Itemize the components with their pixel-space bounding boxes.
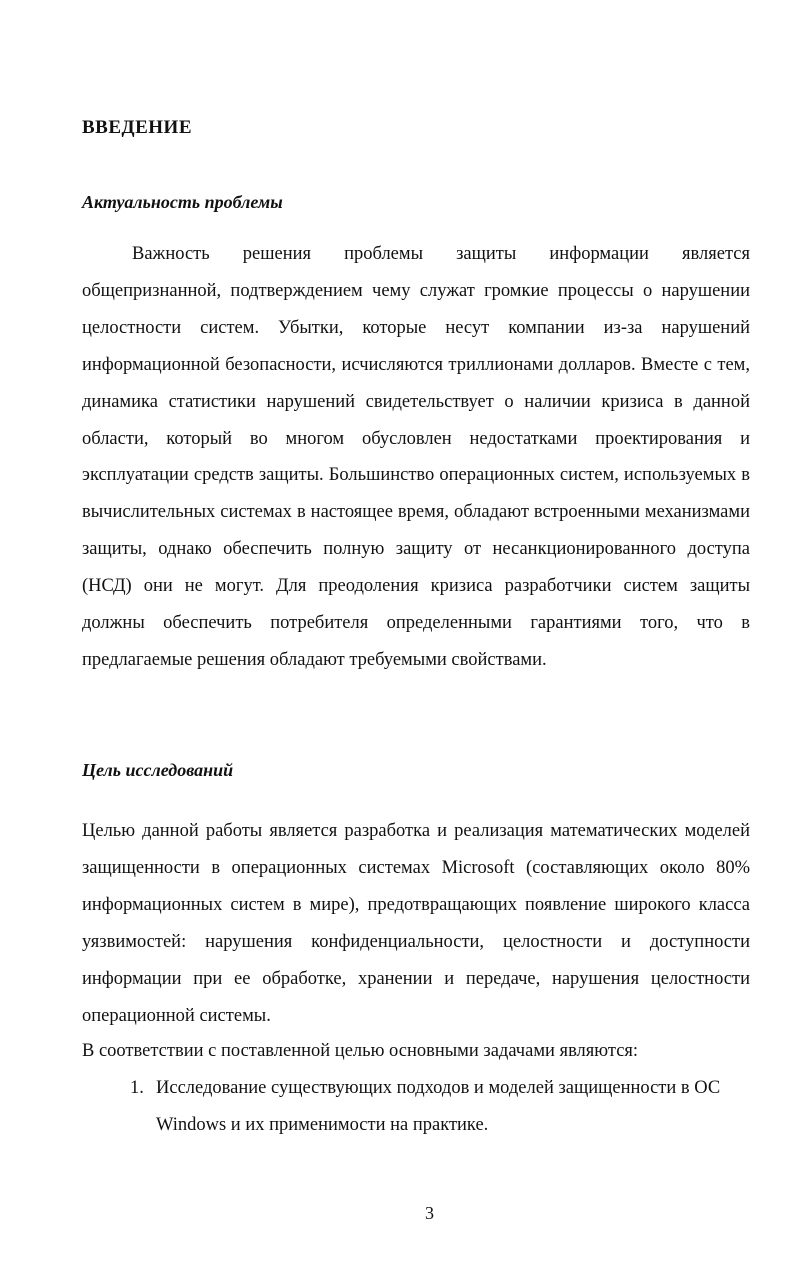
section-title-goal: Цель исследований [82,760,234,780]
list-item-number: 1. [130,1078,144,1098]
list-item [130,1070,750,1144]
page-heading: ВВЕДЕНИЕ [82,117,192,138]
tasks-intro: В соответствии с поставленной целью основными задачами являются: [82,1041,639,1061]
paragraph-goal: Целью данной работы является разработка и реализация математических моделей защищенности в операционных системах Microsoft (составляющих около 80% информационных систем в мире), предотвращающих появление широкого класса уязвимостей: нарушения конфиденциальности, целостности и доступности информации при ее обработке, хранении и передаче, нарушения целостности операционной системы. [82,821,750,1026]
paragraph-relevance: Важность решения проблемы защиты информации является общепризнанной, подтверждением чему служат громкие процессы о нарушении целостности систем. Убытки, которые несут компании из-за нарушений информационной безопасности, исчисляются триллионами долларов. Вместе с тем, динамика статистики нарушений свидетельствует о наличии кризиса в данной области, который во многом обусловлен недостатками проектирования и эксплуатации средств защиты. Большинство операционных систем, используемых в вычислительных системах в настоящее время, обладают встроенными механизмами защиты, однако обеспечить полную защиту от несанкционированного доступа (НСД) они не могут. Для преодоления кризиса разработчики систем защиты должны обеспечить потребителя определенными гарантиями того, что в предлагаемые решения обладают требуемыми свойствами. [82,244,750,670]
list-item-text: Исследование существующих подходов и моделей защищенности в ОС Windows и их применимости на практике. [156,1078,721,1135]
section-title-relevance: Актуальность проблемы [82,192,283,212]
tasks-list [130,1070,750,1144]
page-number: 3 [425,1203,434,1223]
